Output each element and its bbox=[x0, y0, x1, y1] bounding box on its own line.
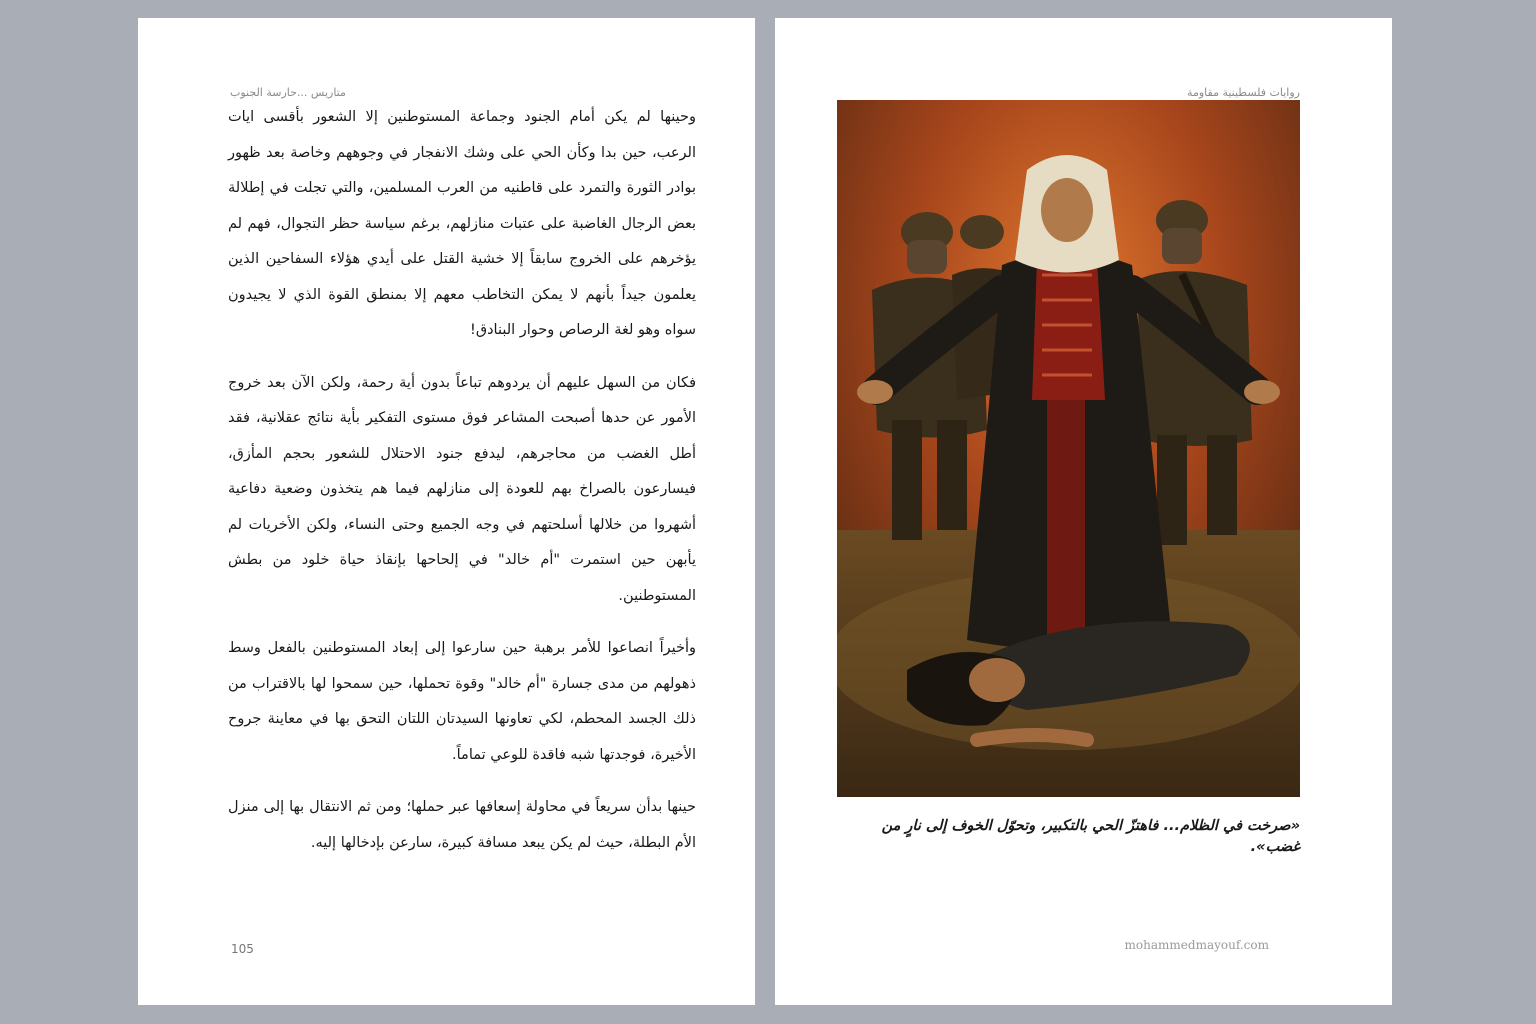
running-head-left: متاريس ...حارسة الجنوب bbox=[230, 86, 346, 99]
left-page bbox=[138, 18, 755, 1005]
website-footer: mohammedmayouf.com bbox=[1124, 938, 1269, 952]
body-text bbox=[228, 100, 696, 878]
paragraph-1: وحينها لم يكن أمام الجنود وجماعة المستوطنين إلا الشعور بأقسى ايات الرعب، حين بدا وكأن الحي على وشك الانفجار في وجوههم وخاصة بعد ظهور بوادر الثورة والتمرد على قاطنيه من العرب المسلمين، والتي تجلت في إطلالة بعض الرجال الغاضبة على عتبات منازلهم، برغم سياسة حظر التجوال، فهم لم يؤخرهم على الخروج سابقاً إلا خشية القتل على أيدي هؤلاء السفاحين الذين يعلمون جيداً بأنهم لا يمكن التخاطب معهم إلا بمنطق القوة الذي لا يجيدون سواه وهو لغة الرصاص وحوار البنادق! bbox=[228, 109, 696, 338]
paragraph-4: حينها بدأن سريعاً في محاولة إسعافها عبر حملها؛ ومن ثم الانتقال بها إلى منزل الأم البطلة، حيث لم يكن يبعد مسافة كبيرة، سارعن بإدخالها إليه. bbox=[228, 799, 696, 851]
paragraph-2: فكان من السهل عليهم أن يردوهم تباعاً بدون أية رحمة، ولكن الآن بعد خروج الأمور عن حدها أصبحت المشاعر فوق مستوى التفكير بأية نتائج عقلانية، فقد أطل الغضب من محاجرهم، ليدفع جنود الاحتلال للشعور بحجم المأزق، فيسارعون بالصراخ بهم للعودة إلى منازلهم فيما هم يتخذون وضعية دفاعية أشهروا من خلالها أسلحتهم في وجه الجميع وحتى النساء، ولكن الأخريات لم يأبهن حين استمرت "أم خالد" في إلحاحها بإنقاذ حياة خلود من بطش المستوطنين. bbox=[228, 374, 696, 604]
oil-painting-illustration-icon bbox=[837, 100, 1300, 797]
running-head-right: روايات فلسطينية مقاومة bbox=[1187, 86, 1300, 99]
paragraph-3: وأخيراً انصاعوا للأمر برهبة حين سارعوا إلى إبعاد المستوطنين بالفعل وسط ذهولهم من مدى جسارة "أم خالد" وقوة تحملها، حين سمحوا لها بالاقتراب من ذلك الجسد المحطم، لكي تعاونها السيدتان اللتان التحق بها في معاينة جروح الأخيرة، فوجدتها شبه فاقدة للوعي تماماً. bbox=[228, 640, 696, 763]
illustration-caption: «صرخت في الظلام... فاهتزّ الحي بالتكبير، وتحوّل الخوف إلى نارٍ من غضب». bbox=[881, 818, 1300, 855]
illustration bbox=[837, 100, 1300, 797]
right-page bbox=[775, 18, 1392, 1005]
page-number: 105 bbox=[231, 942, 254, 956]
